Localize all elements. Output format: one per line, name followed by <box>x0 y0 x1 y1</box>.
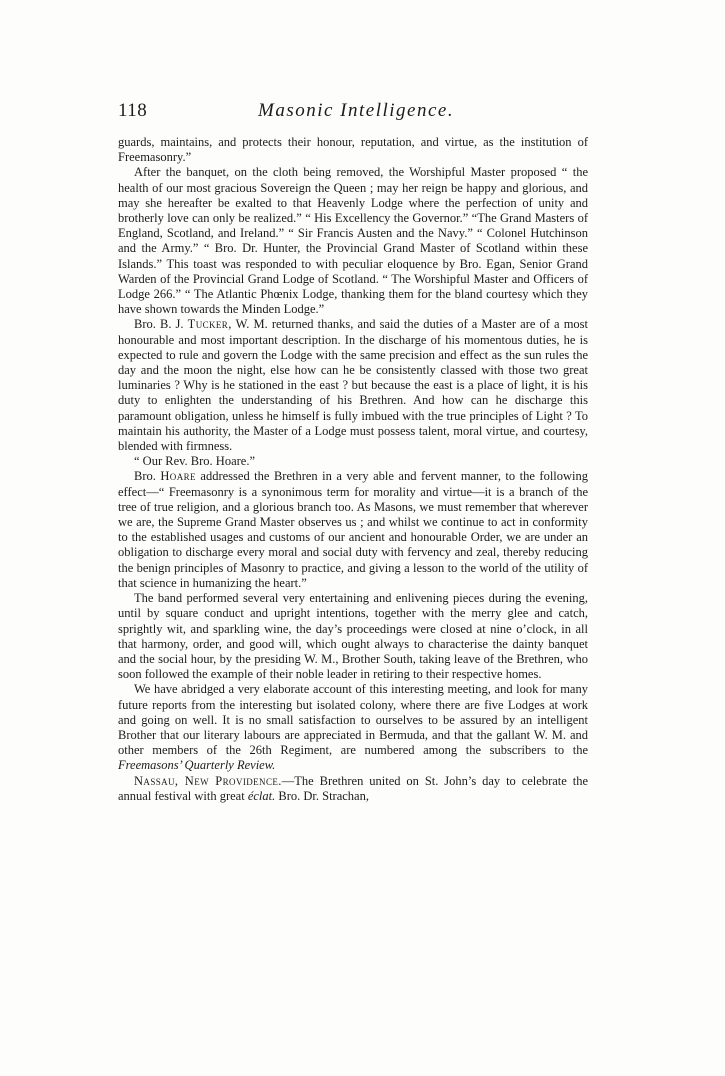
paragraph-7-body: We have abridged a very elaborate account of this interesting meeting, and look for many future reports from the interesting but isolated colony, where there are five Lodges at work and going on well. It is no small satisfaction to ourselves to be assured by an intelligent Brother that our literary labours are appreciated in Bermuda, and that the gallant W. M. and other members of the 26th Regiment, are numbered among the subscribers to the <box>118 682 588 758</box>
paragraph-4: “ Our Rev. Bro. Hoare.” <box>134 454 256 469</box>
paragraph-3-lead: Bro. B. J. <box>134 317 184 332</box>
paragraph-6: The band performed several very entertaining and enlivening pieces during the evening, until by square conduct and upright intentions, together with the merry glee and catch, sprightly wit, and sparkling wine, the day’s proceedings were closed at nine o’clock, in all that harmony, order, and good will, which ought always to characterise the dainty banquet and the social hour, by the presiding W. M., Brother South, taking leave of the Brethren, who soon followed the example of their noble leader in retiring to their respective homes. <box>118 591 588 682</box>
paragraph-5-body: addressed the Brethren in a very able and fervent manner, to the following effect—“ Freemasonry is a synonimous term for morality and virtue—it is a branch of the tree of true religion, and a glorious branch too. As Masons, we must remember that wherever we are, the Supreme Grand Master observes us ; and whilst we continue to act in conformity to the established usages and customs of our ancient and honourable Order, we are under an obligation to discharge every moral and social duty with fervency and zeal, thereby reducing the benign principles of Masonry to practice, and giving a lesson to the world of the utility of that science in humanizing the heart.” <box>118 469 589 590</box>
running-title: Masonic Intelligence. <box>258 100 455 121</box>
paragraph-7 <box>118 682 588 773</box>
brother-name-tucker: Tucker, <box>187 317 232 332</box>
place-heading-nassau: Nassau, New Providence. <box>134 773 282 788</box>
paragraph-3 <box>118 317 588 454</box>
paragraph-2: After the banquet, on the cloth being removed, the Worshipful Master proposed “ the health of our most gracious Sovereign the Queen ; may her reign be happy and glorious, and may she hereafter be exalted to that Heavenly Lodge where the perfection of unity and brotherly love can only be realized.” “ His Excellency the Governor.” “The Grand Masters of England, Scotland, and Ireland.” “ Sir Francis Austen and the Navy.” “ Colonel Hutchinson and the Army.” “ Bro. Dr. Hunter, the Provincial Grand Master of Scotland within these Islands.” This toast was responded to with peculiar eloquence by Bro. Egan, Senior Grand Warden of the Provincial Grand Lodge of Scotland. “ The Worshipful Master and Officers of Lodge 266.” “ The Atlantic Phœnix Lodge, thanking them for the bland courtesy which they have shown towards the Minden Lodge.” <box>118 165 588 317</box>
paragraph-8-body: —The Brethren united on St. John’s day to celebrate the annual festival with great <box>118 773 588 803</box>
body-text <box>118 135 588 804</box>
paragraph-1: guards, maintains, and protects their honour, reputation, and virtue, as the institution of Freemasonry.” <box>118 135 588 165</box>
paragraph-8 <box>118 774 588 804</box>
paragraph-3-body: W. M. returned thanks, and said the duties of a Master are of a most honourable and most important description. In the discharge of his momentous duties, he is expected to rule and govern the Lodge with the same precision and effect as the sun rules the day and the moon the night, else how can he be consistently classed with those two great luminaries ? Why is he stationed in the east ? but because the east is a place of light, it is his duty to enlighten the understanding of his Brethren. And how can he discharge this paramount obligation, unless he himself is fully imbued with the true principles of Light ? To maintain his authority, the Master of a Lodge must possess talent, moral virtue, and courtesy, blended with firmness. <box>118 317 589 454</box>
running-head <box>118 100 588 128</box>
brother-name-hoare: Hoare <box>160 469 196 484</box>
paragraph-8-tail: Bro. Dr. Strachan, <box>278 788 369 803</box>
paragraph-5 <box>118 469 588 591</box>
journal-title: Freemasons’ Quarterly Review. <box>118 758 276 773</box>
eclat-word: éclat. <box>247 788 276 803</box>
page-number: 118 <box>118 100 148 121</box>
paragraph-5-lead: Bro. <box>134 469 156 484</box>
